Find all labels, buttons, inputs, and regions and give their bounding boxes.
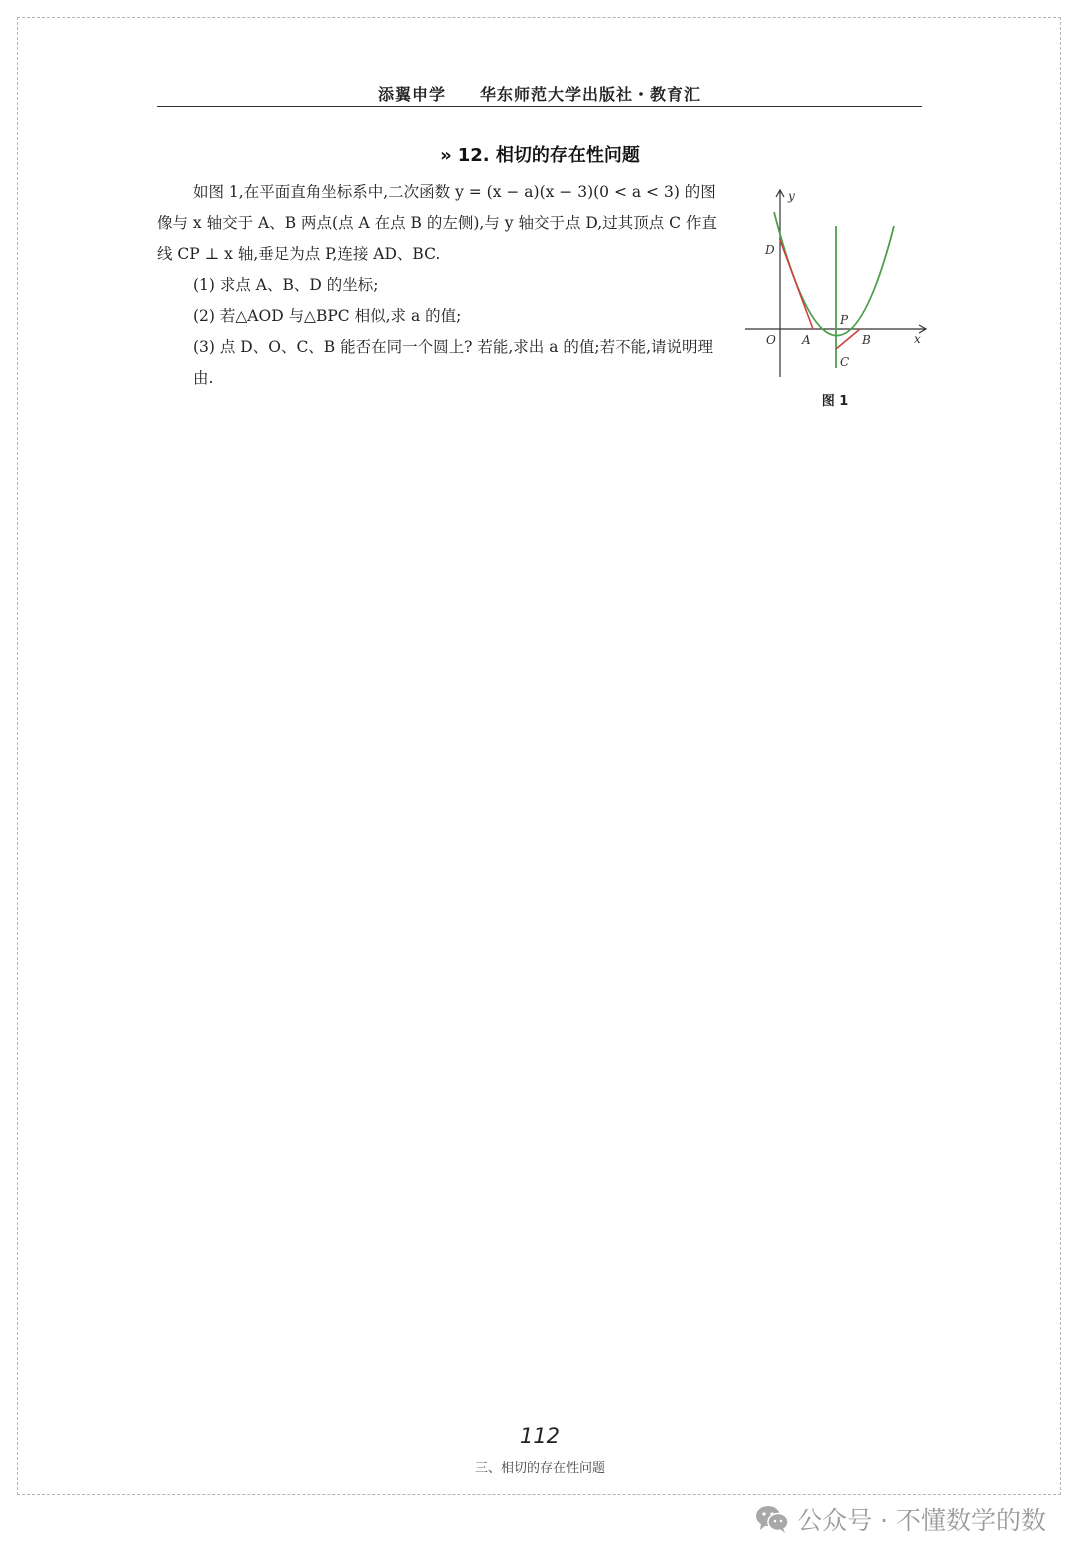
header-right: 华东师范大学出版社・教育汇 <box>480 85 702 104</box>
header-rule <box>157 106 922 107</box>
watermark-text: 公众号 · 不懂数学的数 <box>797 1506 1046 1535</box>
label-x: x <box>914 332 921 346</box>
segment-ad <box>780 240 813 329</box>
wechat-icon <box>755 1504 789 1534</box>
label-c: C <box>840 355 850 369</box>
chevron-icon: » <box>440 145 452 166</box>
section-title-text: 12. 相切的存在性问题 <box>457 145 640 166</box>
watermark <box>755 1501 1046 1537</box>
figure-1-diagram <box>740 182 940 382</box>
label-b: B <box>862 333 871 347</box>
label-p: P <box>840 313 849 327</box>
question-1: (1) 求点 A、B、D 的坐标; <box>193 276 379 294</box>
section-title <box>0 141 1080 167</box>
label-y: y <box>788 189 795 203</box>
header-left: 添翼申学 <box>377 85 446 104</box>
label-a: A <box>802 333 811 347</box>
footer-chapter-title: 三、相切的存在性问题 <box>474 1461 605 1476</box>
question-3: (3) 点 D、O、C、B 能否在同一个圆上? 若能,求出 a 的值;若不能,请说明理由. <box>193 338 714 387</box>
problem-text <box>157 177 722 394</box>
question-2: (2) 若△AOD 与△BPC 相似,求 a 的值; <box>193 307 462 325</box>
label-d: D <box>765 243 775 257</box>
label-o: O <box>766 333 776 347</box>
problem-intro: 如图 1,在平面直角坐标系中,二次函数 y = (x − a)(x − 3)(0 < a < 3) 的图像与 x 轴交于 A、B 两点(点 A 在点 B 的左侧),与 y 轴交于点 D,过其顶点 C 作直线 CP ⊥ x 轴,垂足为点 P,连接 AD、BC. <box>157 183 717 263</box>
page-header <box>157 82 922 105</box>
page-number: 112 <box>519 1424 561 1448</box>
figure-caption: 图 1 <box>821 394 849 409</box>
